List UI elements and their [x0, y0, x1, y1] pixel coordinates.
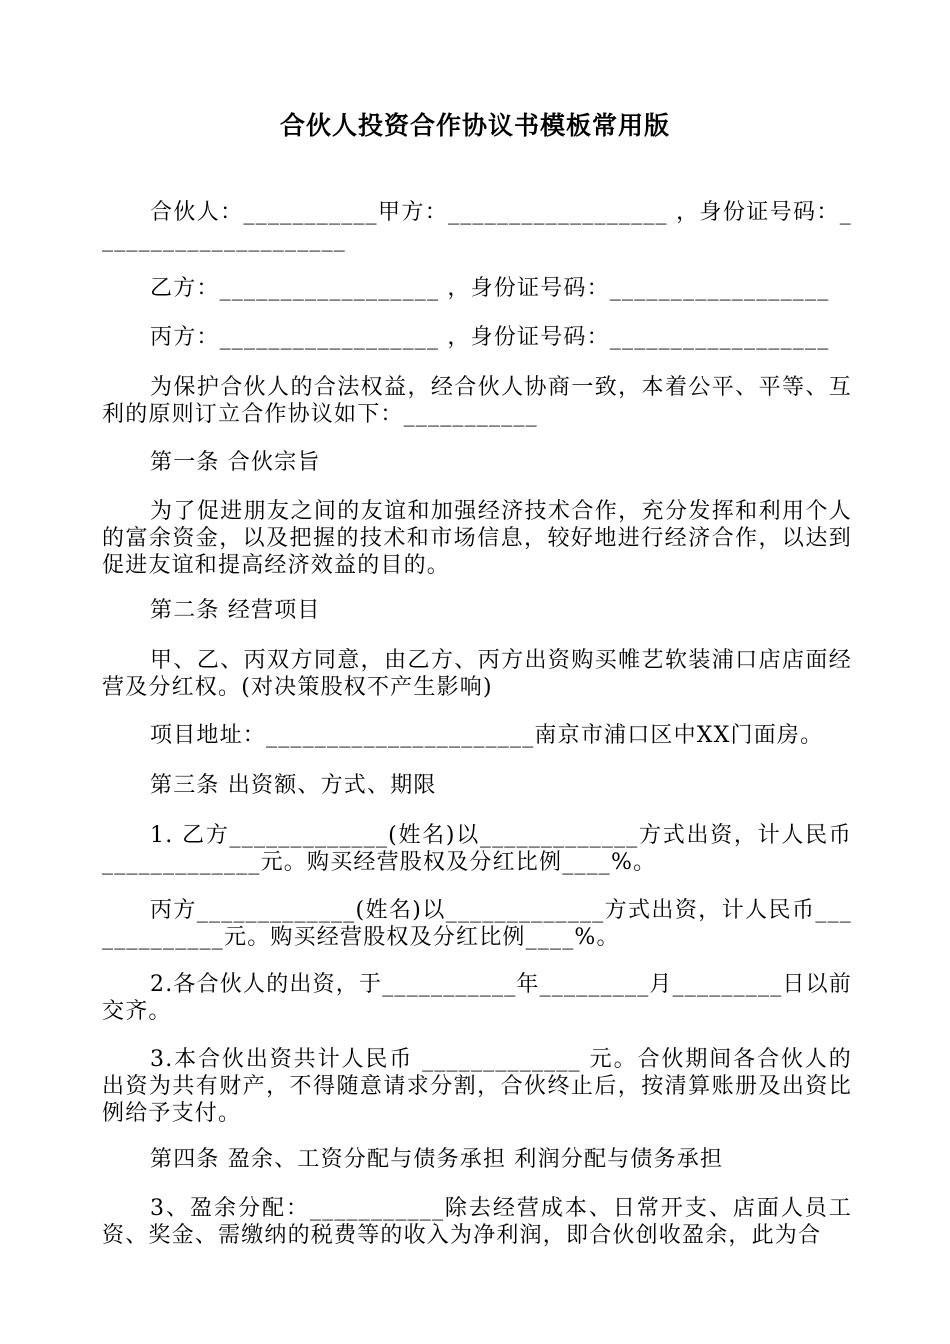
article-3-item-1-party-b: 1. 乙方_____________(姓名)以_____________方式出资，计人民币_____________元。购买经营股权及分红比例____%。: [102, 823, 852, 875]
preamble-paragraph: 为保护合伙人的合法权益，经合伙人协商一致，本着公平、平等、互利的原则订立合作协议如下：___________: [102, 375, 852, 427]
project-address: 项目地址：______________________南京市浦口区中XX门面房。: [150, 723, 824, 748]
article-3-item-2: 2.各合伙人的出资，于___________年_________月_________日以前交齐。: [102, 972, 852, 1024]
article-3-item-1-party-c: 丙方_____________(姓名)以_____________方式出资，计人民币_____________元。购买经营股权及分红比例____%。: [102, 898, 852, 950]
article-3-heading: 第三条 出资额、方式、期限: [150, 773, 437, 798]
article-1-body: 为了促进朋友之间的友谊和加强经济技术合作，充分发挥和利用个人的富余资金，以及把握的技术和市场信息，较好地进行经济合作，以达到促进友谊和提高经济效益的目的。: [102, 499, 852, 578]
party-b-line: 乙方：__________________ ，身份证号码：__________________: [150, 276, 830, 301]
partners-line: 合伙人：___________甲方：__________________ ，身份证号码：_____________________: [102, 200, 852, 252]
party-c-line: 丙方：__________________ ，身份证号码：__________________: [150, 325, 830, 350]
document-title: 合伙人投资合作协议书模板常用版: [279, 111, 670, 140]
article-4-heading: 第四条 盈余、工资分配与债务承担 利润分配与债务承担: [150, 1147, 724, 1172]
article-1-heading: 第一条 合伙宗旨: [150, 450, 321, 475]
article-3-item-3: 3.本合伙出资共计人民币 _____________ 元。合伙期间各合伙人的出资为共有财产，不得随意请求分割，合伙终止后，按清算账册及出资比例给予支付。: [102, 1047, 852, 1126]
article-4-item-3: 3、盈余分配：___________除去经营成本、日常开支、店面人员工资、奖金、需缴纳的税费等的收入为净利润，即合伙创收盈余，此为合: [102, 1196, 852, 1248]
article-2-body: 甲、乙、丙双方同意，由乙方、丙方出资购买帷艺软装浦口店店面经营及分红权。(对决策股权不产生影响): [102, 648, 852, 700]
article-2-heading: 第二条 经营项目: [150, 598, 321, 623]
